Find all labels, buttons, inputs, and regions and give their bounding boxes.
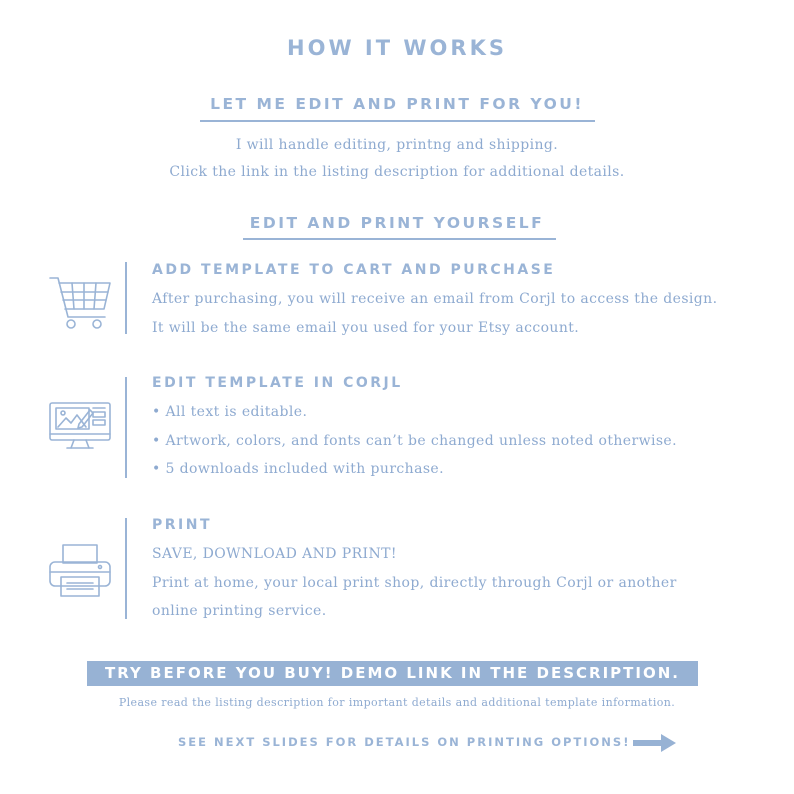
section-underline <box>243 238 556 240</box>
bullet-item: • Artwork, colors, and fonts can’t be changed unless noted otherwise. <box>152 432 677 449</box>
step-description <box>152 285 717 342</box>
shopping-cart-icon <box>49 275 113 333</box>
step-line: online printing service. <box>152 603 327 619</box>
step-line: After purchasing, you will receive an email from Corjl to access the design. <box>152 291 718 307</box>
description-line: Click the link in the listing description for additional details. <box>169 164 625 180</box>
printer-icon <box>48 544 112 598</box>
computer-monitor-icon <box>49 402 111 454</box>
step-divider <box>125 377 127 478</box>
step-title-edit: EDIT TEMPLATE IN CORJL <box>152 375 403 391</box>
step-description <box>152 398 677 484</box>
section-title-edit-for-you: LET ME EDIT AND PRINT FOR YOU! <box>210 95 584 113</box>
description-line: I will handle editing, printng and shipping. <box>235 137 559 153</box>
page-title: HOW IT WORKS <box>287 36 507 60</box>
step-divider <box>125 518 127 619</box>
step-divider <box>125 262 127 334</box>
section-title-edit-yourself: EDIT AND PRINT YOURSELF <box>249 214 545 232</box>
step-line: SAVE, DOWNLOAD AND PRINT! <box>152 546 397 562</box>
demo-banner <box>87 661 698 686</box>
section-underline <box>200 120 595 122</box>
step-description <box>152 540 677 626</box>
step-title-print: PRINT <box>152 517 213 533</box>
bullet-item: • 5 downloads included with purchase. <box>152 461 444 477</box>
section-description <box>0 132 794 186</box>
banner-text: TRY BEFORE YOU BUY! DEMO LINK IN THE DESCRIPTION. <box>105 664 680 682</box>
step-line: It will be the same email you used for your Etsy account. <box>152 319 580 336</box>
step-line: Print at home, your local print shop, directly through Corjl or another <box>152 574 677 591</box>
step-title-purchase: ADD TEMPLATE TO CART AND PURCHASE <box>152 262 556 278</box>
right-arrow-icon <box>633 733 677 758</box>
footnote: Please read the listing description for important details and additional template information. <box>118 696 676 709</box>
next-slides-note: SEE NEXT SLIDES FOR DETAILS ON PRINTING OPTIONS! <box>178 735 631 749</box>
bullet-item: • All text is editable. <box>152 404 308 420</box>
